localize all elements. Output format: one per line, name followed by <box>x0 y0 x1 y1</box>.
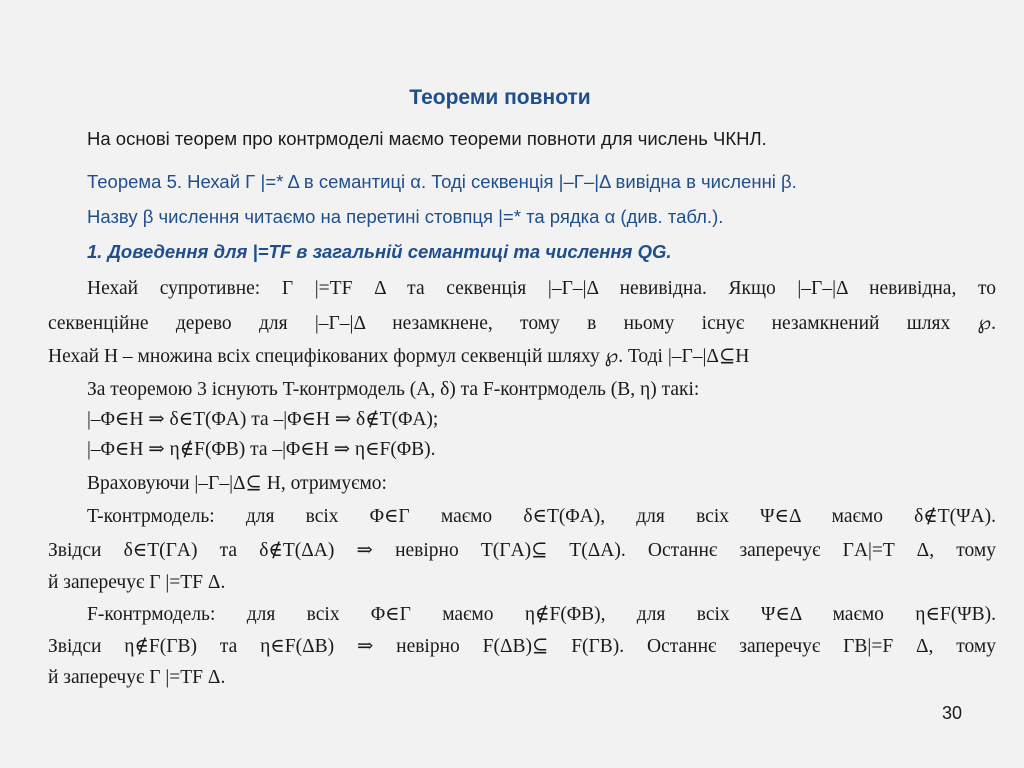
proof-line: Звідси η∉F(ΓB) та η∈F(ΔB) ⇒ невірно F(ΔB)⊆ F(ΓB). Останнє заперечує ΓB|=F Δ, тому <box>48 636 996 657</box>
proof-line: секвенційне дерево для |–Γ–|Δ незамкнене, тому в ньому існує незамкнений шлях ℘. <box>48 313 996 334</box>
proof-line: Нехай H – множина всіх специфікованих формул секвенцій шляху ℘. Тоді |–Γ–|Δ⊆H <box>48 346 750 367</box>
proof-line: F-контрмодель: для всіх Φ∈Γ маємо η∉F(ΦB), для всіх Ψ∈Δ маємо η∈F(ΨB). <box>87 604 996 625</box>
formula-line: |–Φ∈H ⇒ η∉F(ΦB) та –|Φ∈H ⇒ η∈F(ΦB). <box>87 439 436 460</box>
proof-heading: 1. Доведення для |=TF в загальній семантиці та числення QG. <box>87 241 672 262</box>
formula-line: |–Φ∈H ⇒ δ∈T(ΦA) та –|Φ∈H ⇒ δ∉T(ΦA); <box>87 409 439 430</box>
proof-line: Враховуючи |–Γ–|Δ⊆ H, отримуємо: <box>87 473 387 494</box>
theorem-line: Теорема 5. Нехай Γ |=* Δ в семантиці α. Тоді секвенція |–Γ–|Δ вивідна в численні β. <box>87 171 797 192</box>
proof-line: й заперечує Γ |=TF Δ. <box>48 572 226 593</box>
page-number: 30 <box>941 703 962 723</box>
proof-line: За теоремою 3 існують T-контрмодель (A, δ) та F-контрмодель (B, η) такі: <box>87 379 700 400</box>
theorem-note-line: Назву β числення читаємо на перетині стовпця |=* та рядка α (див. табл.). <box>87 206 724 227</box>
proof-line: Звідси δ∈T(ΓA) та δ∉T(ΔA) ⇒ невірно T(ΓA)⊆ T(ΔA). Останнє заперечує ΓA|=T Δ, тому <box>48 540 996 561</box>
proof-line: Нехай супротивне: Γ |=TF Δ та секвенція |–Γ–|Δ невивідна. Якщо |–Γ–|Δ невивідна, то <box>87 278 996 299</box>
proof-line: T-контрмодель: для всіх Φ∈Γ маємо δ∈T(ΦA), для всіх Ψ∈Δ маємо δ∉T(ΨA). <box>87 506 996 527</box>
intro-line: На основі теорем про контрмоделі маємо теореми повноти для числень ЧКНЛ. <box>87 128 767 149</box>
slide-title: Теореми повноти <box>409 86 591 109</box>
proof-line: й заперечує Γ |=TF Δ. <box>48 667 226 688</box>
